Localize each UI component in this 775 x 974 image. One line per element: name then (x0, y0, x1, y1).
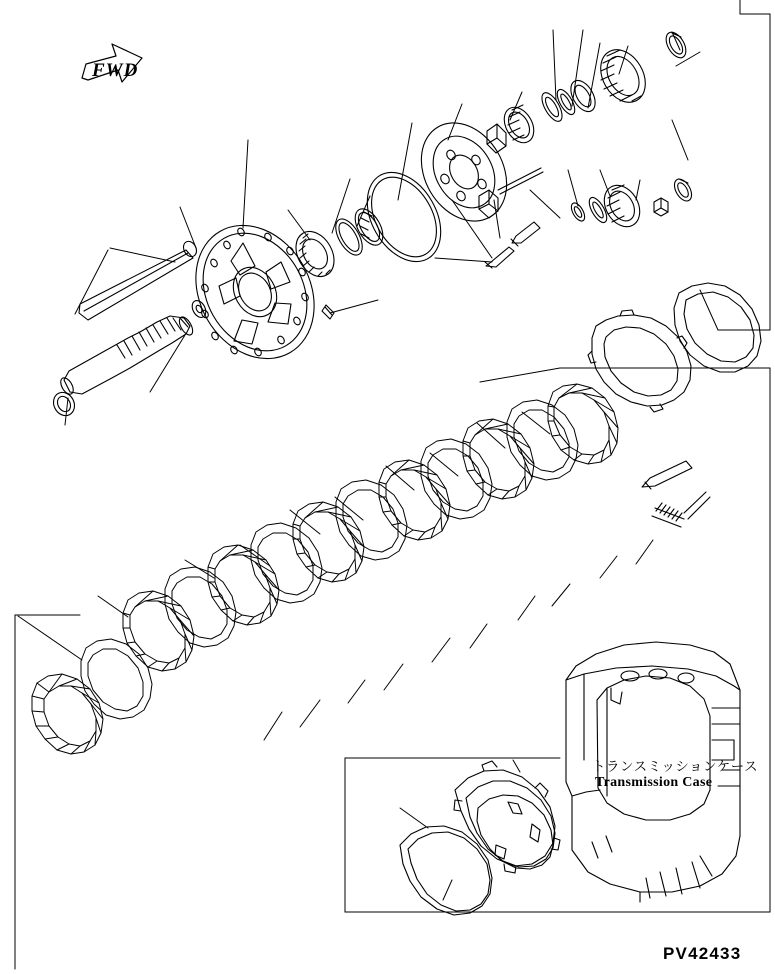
friction-disc-1 (507, 400, 578, 480)
separator-plate-3 (379, 460, 450, 540)
fwd-direction-label: FWD (92, 60, 139, 81)
transmission-case-label-en: Transmission Case (595, 775, 713, 790)
separator-plate-2 (463, 419, 534, 499)
splined-shaft (58, 315, 195, 396)
leader-lines-stack (18, 412, 653, 740)
separator-plate-6 (123, 591, 194, 671)
clutch-piston-housing (454, 761, 560, 873)
o-ring-small (50, 389, 79, 420)
end-ring-toothed (32, 674, 103, 754)
spacer-ring-4 (569, 201, 588, 223)
part-number-label: PV42433 (663, 944, 742, 963)
friction-disc-5 (165, 567, 236, 647)
friction-disc-3 (336, 480, 407, 560)
o-ring-large (352, 159, 455, 274)
separator-plate-1 (548, 384, 618, 464)
nut-1 (654, 198, 668, 216)
bolt-2 (511, 222, 540, 246)
clutch-disc-stack (32, 384, 618, 754)
bolt-1 (485, 247, 514, 268)
friction-disc-4 (251, 523, 322, 603)
transmission-case-label-jp: トランスミッションケース (592, 759, 759, 775)
lock-washer-top (662, 29, 690, 61)
separator-plate-4 (293, 502, 364, 582)
piston-ring-bottom (400, 826, 492, 915)
drive-plate-flywheel (172, 204, 337, 380)
taper-roller-bearing (592, 42, 655, 110)
separator-plate-5 (208, 545, 279, 625)
roller-bearing-2 (597, 179, 647, 233)
lock-washer-2 (671, 176, 695, 204)
friction-disc-2 (421, 439, 492, 519)
input-shaft (79, 250, 193, 320)
bearing-ring (288, 225, 341, 284)
retainer-ring-large (674, 283, 761, 372)
spring-pin (642, 461, 692, 489)
return-spring (652, 492, 710, 527)
roller-bearing-1 (498, 102, 540, 148)
tie-rod (498, 168, 543, 194)
frame-lines (15, 0, 770, 969)
